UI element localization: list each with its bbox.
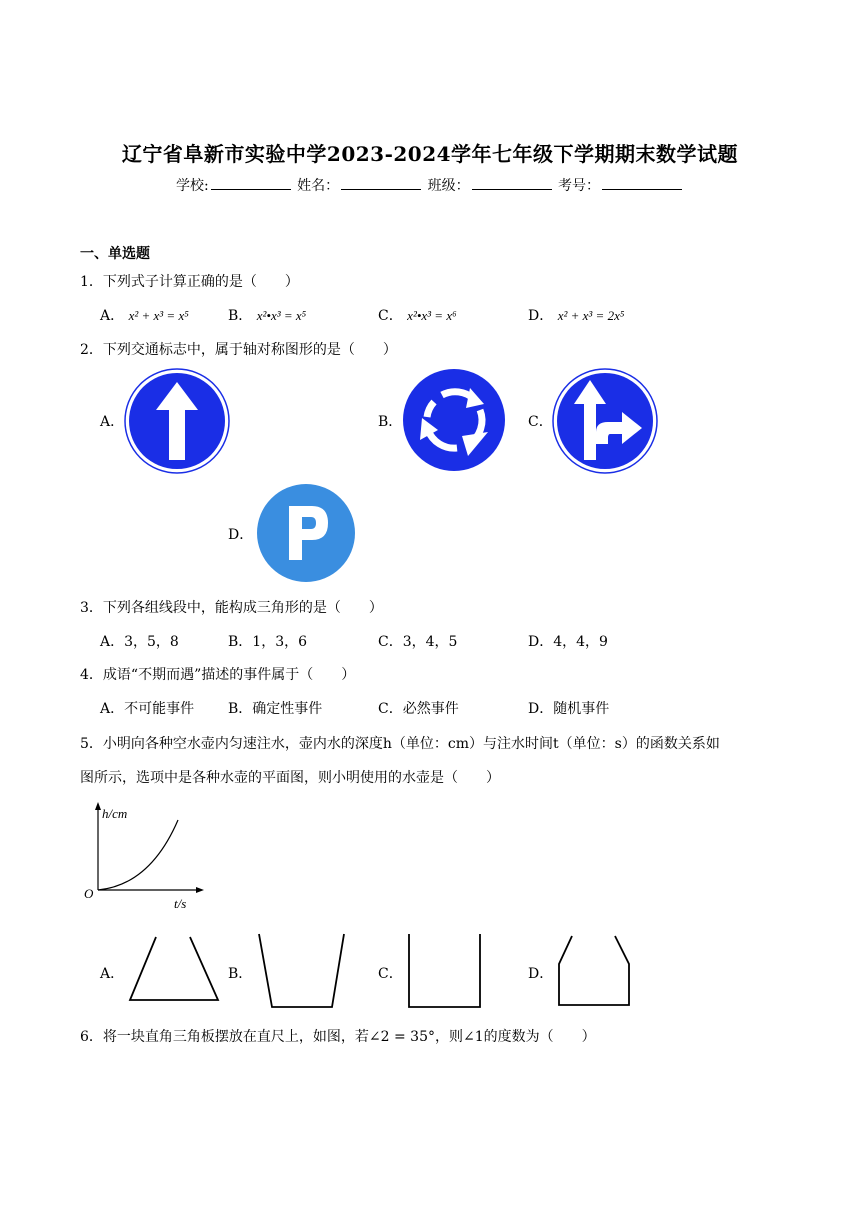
q5-option-d-label: D． (528, 966, 554, 982)
q3-option-a: A．3，5，8 (100, 634, 179, 650)
q1-option-b-expr: x²•x³ = x⁵ (256, 308, 307, 323)
q3-option-d: D．4，4，9 (528, 634, 608, 650)
q4-option-b: B．确定性事件 (228, 701, 323, 717)
q3-option-b: B．1，3，6 (228, 634, 308, 650)
q5-graph-svg (80, 800, 210, 920)
school-label: 学校: (175, 178, 209, 194)
q5-option-c-kettle-shape (406, 932, 484, 1012)
class-blank (472, 177, 552, 190)
q5-graph-origin: O (84, 886, 94, 901)
q5-option-b-kettle-shape (256, 932, 348, 1012)
q1-option-a (100, 305, 189, 325)
q4-option-a: A．不可能事件 (100, 701, 195, 717)
q6-stem: 6．将一块直角三角板摆放在直尺上，如图，若∠2 = 35°，则∠1的度数为（ ） (80, 1029, 596, 1045)
parking-sign-icon (256, 484, 356, 582)
roundabout-sign-icon (402, 368, 506, 472)
exam-number-blank (602, 177, 682, 190)
q1-option-a-label: A． (100, 308, 125, 324)
q1-option-d-label: D． (528, 308, 554, 324)
q1-stem: 1．下列式子计算正确的是（ ） (80, 274, 299, 290)
q5-option-a-kettle-shape (126, 934, 222, 1004)
straight-arrow-sign-icon (124, 368, 230, 474)
q5-graph-x-label: t/s (174, 896, 187, 911)
page-title: 辽宁省阜新市实验中学2023-2024学年七年级下学期期末数学试题 (121, 142, 739, 166)
name-blank (341, 177, 421, 190)
q4-option-c: C．必然事件 (378, 701, 459, 717)
q5-graph-y-label: h/cm (102, 806, 128, 821)
q2-stem: 2．下列交通标志中，属于轴对称图形的是（ ） (80, 342, 397, 358)
q5-stem-line2: 图所示，选项中是各种水壶的平面图，则小明使用的水壶是（ ） (80, 770, 500, 786)
q1-option-c-expr: x²•x³ = x⁶ (407, 308, 457, 323)
q2-option-d-label: D． (228, 527, 254, 543)
school-blank (211, 177, 291, 190)
q1-option-c-label: C． (378, 308, 403, 324)
q3-option-c: C．3，4，5 (378, 634, 458, 650)
q2-option-a-label: A． (100, 414, 125, 430)
q1-option-a-expr: x² + x³ = x⁵ (128, 308, 189, 323)
name-label: 姓名： (297, 178, 340, 194)
q5-function-graph (80, 800, 210, 920)
student-info-line (0, 175, 860, 195)
exam-number-label: 考号： (558, 178, 601, 194)
q1-option-c (378, 305, 457, 325)
section-heading: 一、单选题 (80, 246, 150, 262)
q1-option-b-label: B． (228, 308, 253, 324)
q5-option-c-label: C． (378, 966, 403, 982)
q5-stem-line1: 5．小明向各种空水壶内匀速注水，壶内水的深度h（单位：cm）与注水时间t（单位：s）的函数关系如 (80, 736, 720, 752)
q5-option-a-label: A． (100, 966, 125, 982)
q1-option-d-expr: x² + x³ = 2x⁵ (557, 308, 625, 323)
q5-option-b-label: B． (228, 966, 253, 982)
q1-option-d (528, 305, 624, 325)
q4-stem: 4．成语“不期而遇”描述的事件属于（ ） (80, 667, 356, 683)
q2-option-b-label: B． (378, 414, 403, 430)
q5-option-d-kettle-shape (555, 934, 633, 1008)
class-label: 班级： (427, 178, 470, 194)
q2-option-c-label: C． (528, 414, 553, 430)
q1-option-b (228, 305, 306, 325)
q4-option-d: D．随机事件 (528, 701, 610, 717)
q3-stem: 3．下列各组线段中，能构成三角形的是（ ） (80, 600, 383, 616)
straight-or-right-sign-icon (552, 368, 658, 474)
